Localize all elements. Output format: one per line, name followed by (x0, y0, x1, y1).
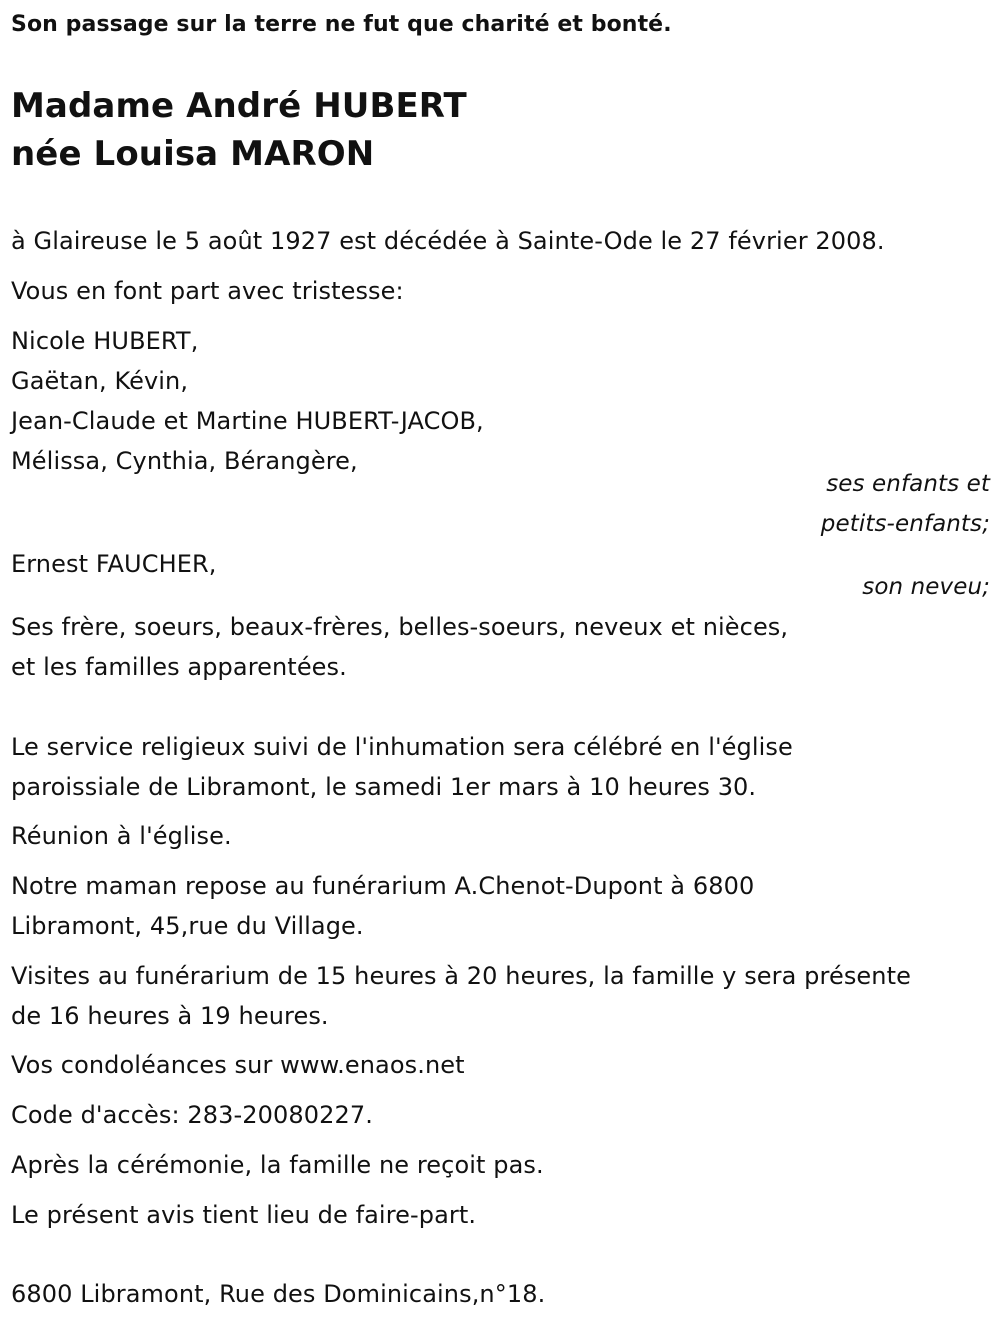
extended-family-line: Ses frère, soeurs, beaux-frères, belles-soeurs, neveux et nièces, (11, 613, 789, 641)
nephew-name: Ernest FAUCHER, (11, 550, 217, 578)
address-line: 6800 Libramont, Rue des Dominicains,n°18. (11, 1280, 546, 1308)
nephew-relation: son neveu; (862, 574, 990, 600)
deceased-maiden-name: née Louisa MARON (11, 134, 375, 174)
epigraph: Son passage sur la terre ne fut que charité et bonté. (11, 12, 672, 37)
condolences-line: Vos condoléances sur www.enaos.net (11, 1051, 465, 1079)
visits-line: de 16 heures à 19 heures. (11, 1002, 329, 1030)
after-ceremony-line: Après la cérémonie, la famille ne reçoit pas. (11, 1151, 544, 1179)
meeting-line: Réunion à l'église. (11, 822, 232, 850)
rest-location-line: Notre maman repose au funérarium A.Chenot-Dupont à 6800 (11, 872, 755, 900)
notice-line: Le présent avis tient lieu de faire-part. (11, 1201, 477, 1229)
family-member-line: Gaëtan, Kévin, (11, 367, 189, 395)
birth-death-line: à Glaireuse le 5 août 1927 est décédée à Sainte-Ode le 27 février 2008. (11, 227, 885, 255)
children-relation: petits-enfants; (820, 511, 990, 537)
access-code-line: Code d'accès: 283-20080227. (11, 1101, 373, 1129)
service-line: paroissiale de Libramont, le samedi 1er mars à 10 heures 30. (11, 773, 757, 801)
extended-family-line: et les familles apparentées. (11, 653, 347, 681)
children-relation: ses enfants et (826, 471, 990, 497)
deceased-name: Madame André HUBERT (11, 86, 467, 126)
service-line: Le service religieux suivi de l'inhumation sera célébré en l'église (11, 733, 793, 761)
family-member-line: Mélissa, Cynthia, Bérangère, (11, 447, 358, 475)
family-member-line: Nicole HUBERT, (11, 327, 199, 355)
visits-line: Visites au funérarium de 15 heures à 20 heures, la famille y sera présente (11, 962, 911, 990)
announcement-line: Vous en font part avec tristesse: (11, 277, 404, 305)
family-member-line: Jean-Claude et Martine HUBERT-JACOB, (11, 407, 484, 435)
rest-location-line: Libramont, 45,rue du Village. (11, 912, 364, 940)
